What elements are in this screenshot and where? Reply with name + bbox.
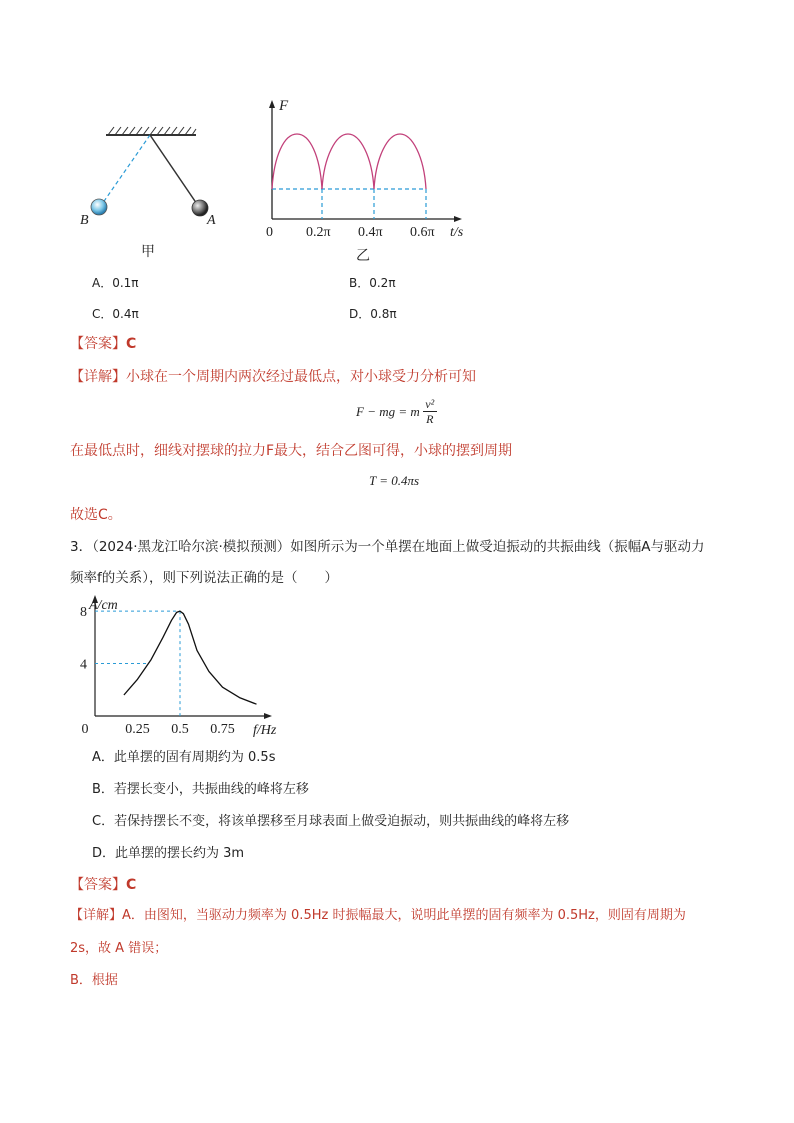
- q2-detail-line2: 在最低点时，细线对摆球的拉力F最大，结合乙图可得，小球的摆到周期: [70, 443, 513, 459]
- q2-option-d: D．0.8π: [349, 307, 397, 321]
- q3-detail-line2: 2s，故 A 错误；: [70, 941, 168, 956]
- formula1-num: v²: [425, 397, 435, 411]
- q3-option-d: D．此单摆的摆长约为 3m: [92, 846, 245, 861]
- axis-f-label: F: [279, 98, 289, 114]
- ball-a: [192, 200, 208, 216]
- y-axis-label: A/cm: [89, 598, 118, 613]
- force-arch-1: [272, 134, 322, 189]
- answer-value: C: [126, 336, 137, 352]
- force-arch-3: [374, 134, 426, 189]
- q3-stem-line2: 频率f的关系），则下列说法正确的是（ ）: [70, 570, 339, 586]
- detail-tag: 【详解】: [70, 369, 126, 385]
- tick-02pi: 0.2π: [306, 225, 331, 240]
- q2-option-b: B．0.2π: [349, 276, 396, 290]
- q3-option-a: A．此单摆的固有周期约为 0.5s: [92, 750, 276, 765]
- resonance-chart: [60, 592, 280, 740]
- axis-t-label: t/s: [450, 225, 464, 240]
- q2-detail-line3: 故选C。: [70, 507, 122, 523]
- tick-0: 0: [266, 225, 273, 240]
- tick-04pi: 0.4π: [358, 225, 383, 240]
- answer-tag: 【答案】: [70, 336, 126, 352]
- q3-stem-line1: 3．（2024·黑龙江哈尔滨·模拟预测）如图所示为一个单摆在地面上做受迫振动的共振曲线（振幅A与驱动力: [70, 539, 705, 555]
- q2-option-a: A．0.1π: [92, 276, 139, 290]
- x-tick-label: 0.5: [171, 722, 189, 737]
- x-tick-label: 0.25: [125, 722, 150, 737]
- y-tick-label: 4: [80, 657, 87, 673]
- answer-tag: 【答案】: [70, 877, 126, 893]
- caption-yi: 乙: [356, 248, 370, 264]
- q2-option-c: C．0.4π: [92, 307, 139, 321]
- detail-text: A．由图知，当驱动力频率为 0.5Hz 时振幅最大，说明此单摆的固有频率为 0.5Hz，则固有周期为: [122, 908, 686, 923]
- detail-text: 小球在一个周期内两次经过最低点，对小球受力分析可知: [126, 369, 476, 385]
- q3-option-c: C．若保持摆长不变，将该单摆移至月球表面上做受迫振动，则共振曲线的峰将左移: [92, 814, 570, 829]
- x-axis-label: f/Hz: [253, 723, 277, 738]
- tick-06pi: 0.6π: [410, 225, 435, 240]
- formula1-left: F − mg = m: [356, 403, 420, 419]
- force-arch-2: [322, 134, 374, 189]
- x-axis-arrow: [264, 713, 272, 719]
- resonance-curve: [124, 611, 257, 704]
- q3-detail-line3: B．根据: [70, 973, 118, 988]
- ball-b: [91, 199, 107, 215]
- caption-jia: 甲: [141, 244, 155, 260]
- x-tick-label: 0.75: [210, 722, 235, 737]
- q3-option-b: B．若摆长变小，共振曲线的峰将左移: [92, 782, 309, 797]
- force-time-graph: [260, 98, 470, 228]
- answer-value: C: [126, 877, 137, 893]
- y-tick-label: 8: [80, 605, 87, 621]
- x-tick-label: 0: [81, 722, 89, 737]
- detail-tag: 【详解】: [70, 908, 123, 923]
- q2-answer: [70, 334, 136, 354]
- q2-formula1: [356, 397, 437, 426]
- label-b: B: [80, 213, 89, 228]
- q2-detail-line1: [70, 367, 476, 387]
- q2-formula2: T = 0.4πs: [369, 473, 420, 488]
- formula1-den: R: [426, 412, 434, 426]
- q3-answer: [70, 875, 136, 895]
- label-a: A: [207, 213, 216, 228]
- q3-detail-line1: [70, 906, 686, 926]
